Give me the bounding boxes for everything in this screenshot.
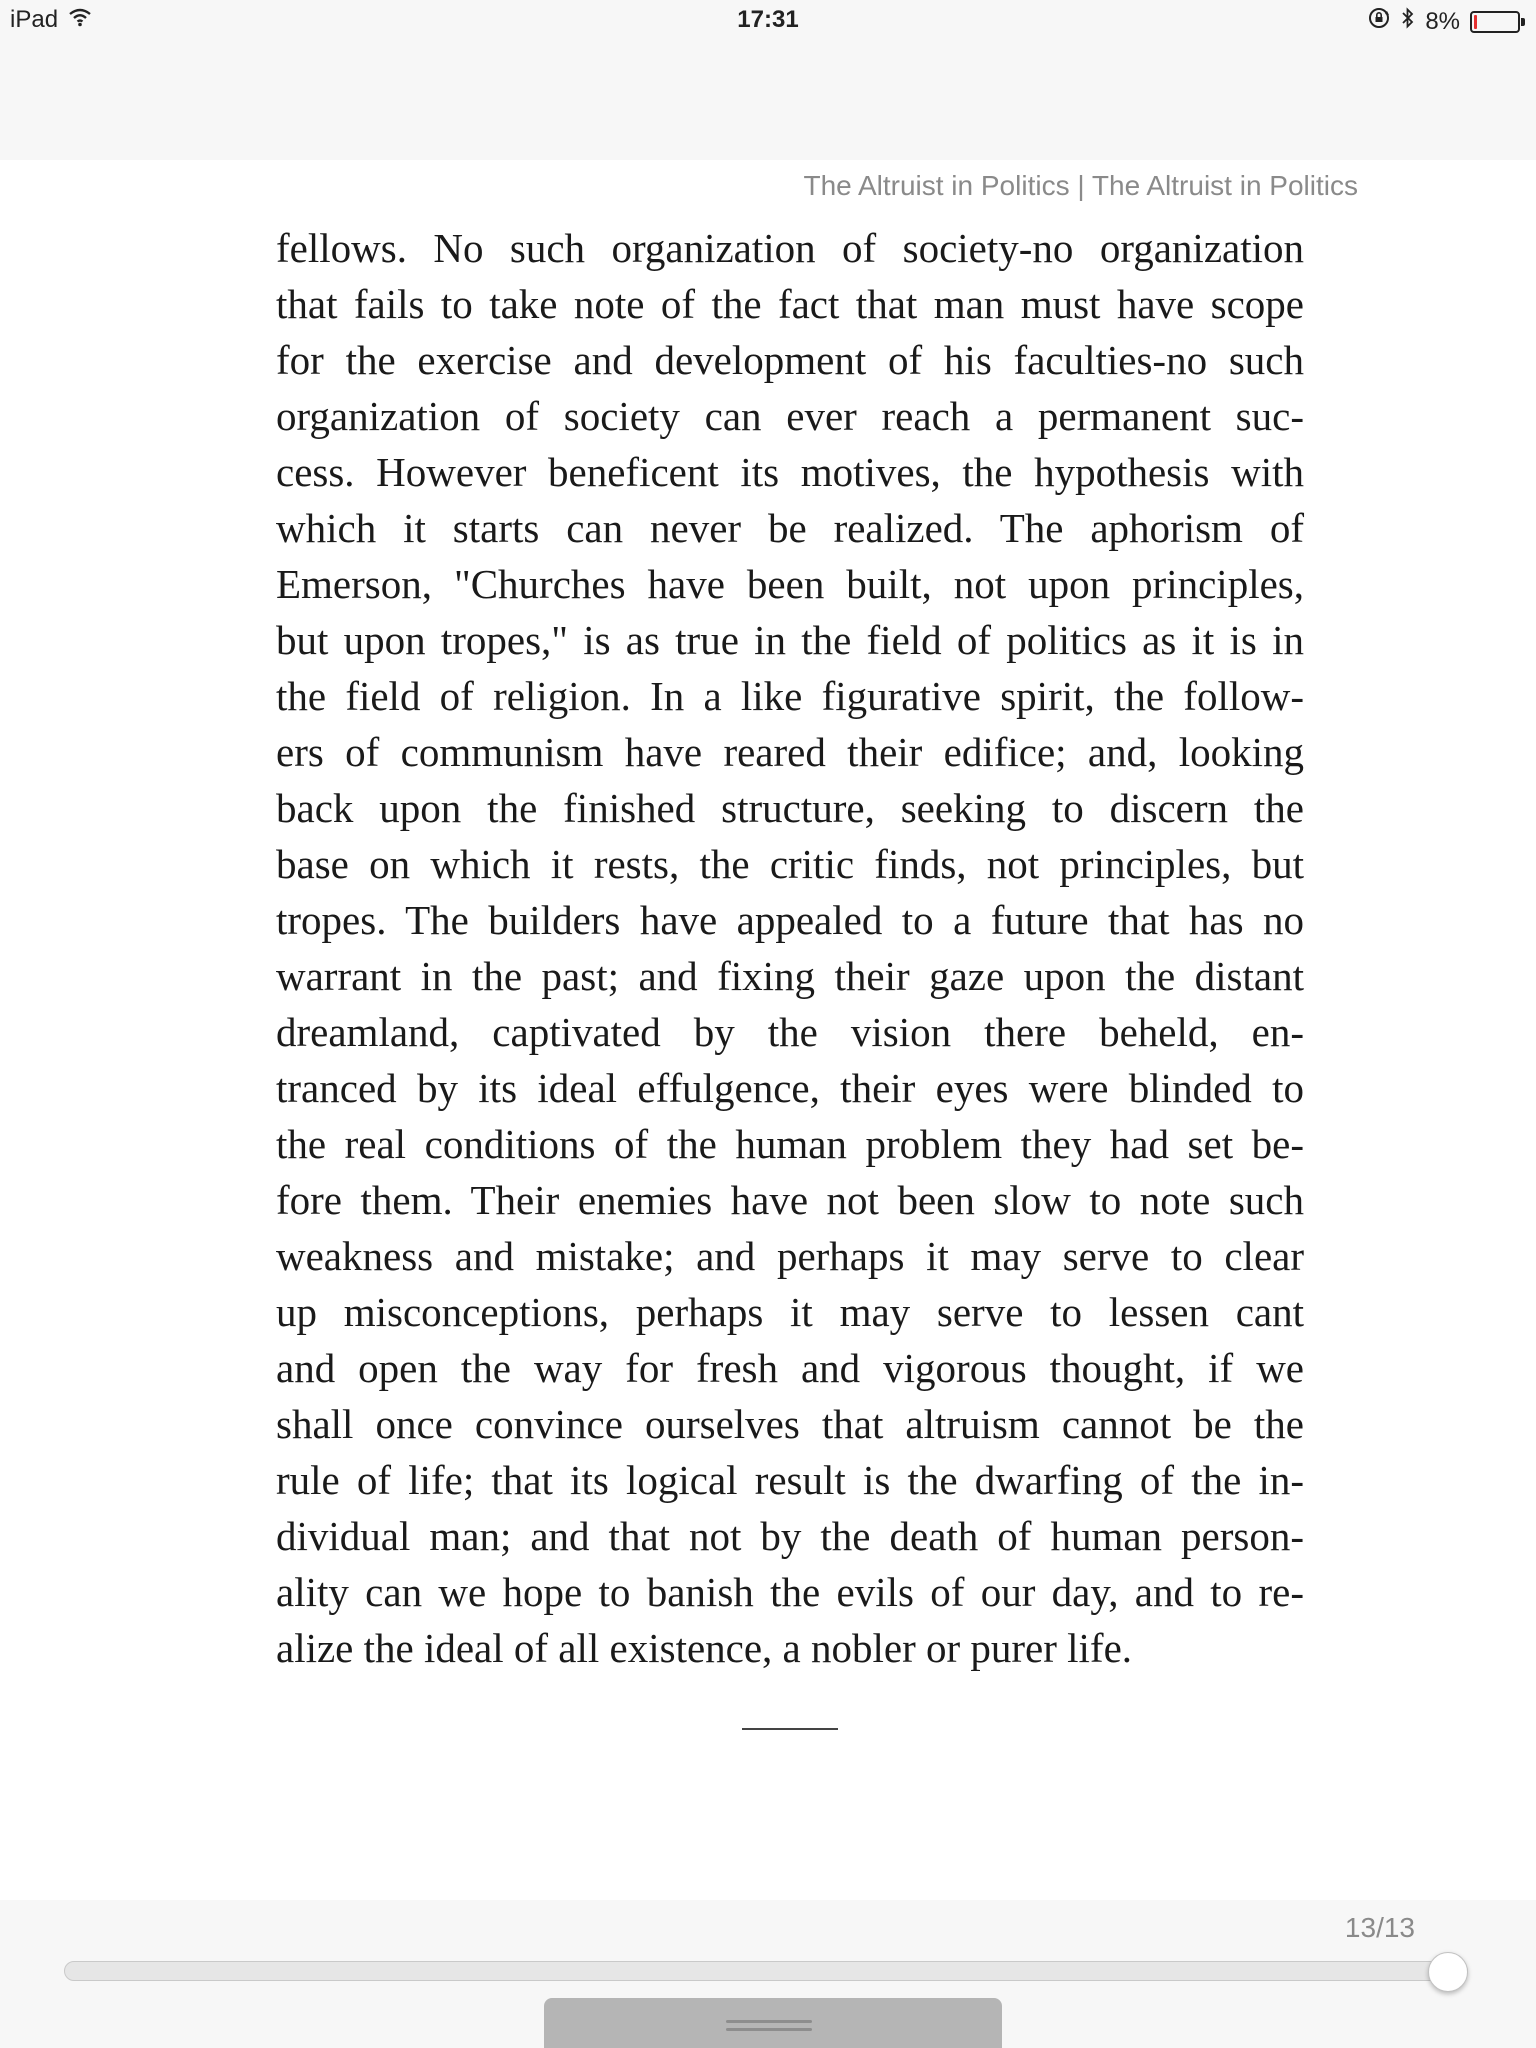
bluetooth-icon xyxy=(1401,6,1415,37)
book-text-line: organization of society can ever reach a permanent suc- xyxy=(276,393,1304,439)
book-title-header: The Altruist in Politics | The Altruist in Politics xyxy=(803,170,1358,201)
book-text-line: ers of communism have reared their edifice; and, looking xyxy=(276,729,1304,775)
book-text-line: for the exercise and development of his faculties-no such xyxy=(276,337,1304,383)
orientation-lock-icon xyxy=(1367,6,1391,37)
book-text-line: the real conditions of the human problem they had set be- xyxy=(276,1121,1304,1167)
book-text-line: Emerson, "Churches have been built, not upon principles, xyxy=(276,561,1304,607)
book-text-line: cess. However beneficent its motives, the hypothesis with xyxy=(276,449,1304,495)
section-divider xyxy=(742,1728,838,1730)
book-text-line: rule of life; that its logical result is the dwarfing of the in- xyxy=(276,1457,1304,1503)
book-text-line: tranced by its ideal effulgence, their eyes were blinded to xyxy=(276,1065,1304,1111)
book-text-line: which it starts can never be realized. The aphorism of xyxy=(276,505,1304,551)
book-text-line: base on which it rests, the critic finds, not principles, but xyxy=(276,841,1304,887)
page-counter: 13/13 xyxy=(1344,1912,1415,1943)
book-text-line: tropes. The builders have appealed to a future that has no xyxy=(276,897,1304,943)
book-text-line: warrant in the past; and fixing their gaze upon the distant xyxy=(276,953,1304,999)
book-text-line: the field of religion. In a like figurative spirit, the follow- xyxy=(276,673,1304,719)
book-text-line: dreamland, captivated by the vision there beheld, en- xyxy=(276,1009,1304,1055)
drag-handle-icon xyxy=(726,2020,812,2036)
page-progress-slider[interactable] xyxy=(64,1961,1468,1981)
book-text-line: weakness and mistake; and perhaps it may serve to clear xyxy=(276,1233,1304,1279)
book-text-body xyxy=(276,220,1304,1676)
book-text-line: that fails to take note of the fact that man must have scope xyxy=(276,281,1304,327)
book-text-line: but upon tropes," is as true in the field of politics as it is in xyxy=(276,617,1304,663)
device-name: iPad xyxy=(10,6,59,33)
book-text-line: alize the ideal of all existence, a nobler or purer life. xyxy=(276,1625,1133,1671)
book-text-line: back upon the finished structure, seeking to discern the xyxy=(276,785,1304,831)
book-text-line: fellows. No such organization of society-no organization xyxy=(276,225,1304,271)
status-bar xyxy=(0,0,1536,160)
status-right xyxy=(1367,6,1526,37)
battery-icon xyxy=(1470,11,1520,33)
battery-level xyxy=(1474,15,1477,29)
slider-thumb[interactable] xyxy=(1428,1952,1468,1992)
toolbar-pull-tab[interactable] xyxy=(544,1998,1002,2048)
book-text-line: dividual man; and that not by the death of human person- xyxy=(276,1513,1304,1559)
status-time: 17:31 xyxy=(737,6,799,33)
book-text-line: shall once convince ourselves that altruism cannot be the xyxy=(276,1401,1304,1447)
book-text-line: fore them. Their enemies have not been slow to note such xyxy=(276,1177,1304,1223)
book-text-line: up misconceptions, perhaps it may serve to lessen cant xyxy=(276,1289,1304,1335)
book-text-line: and open the way for fresh and vigorous thought, if we xyxy=(276,1345,1304,1391)
book-text-line: ality can we hope to banish the evils of our day, and to re- xyxy=(276,1569,1304,1615)
battery-percent: 8% xyxy=(1425,7,1460,35)
